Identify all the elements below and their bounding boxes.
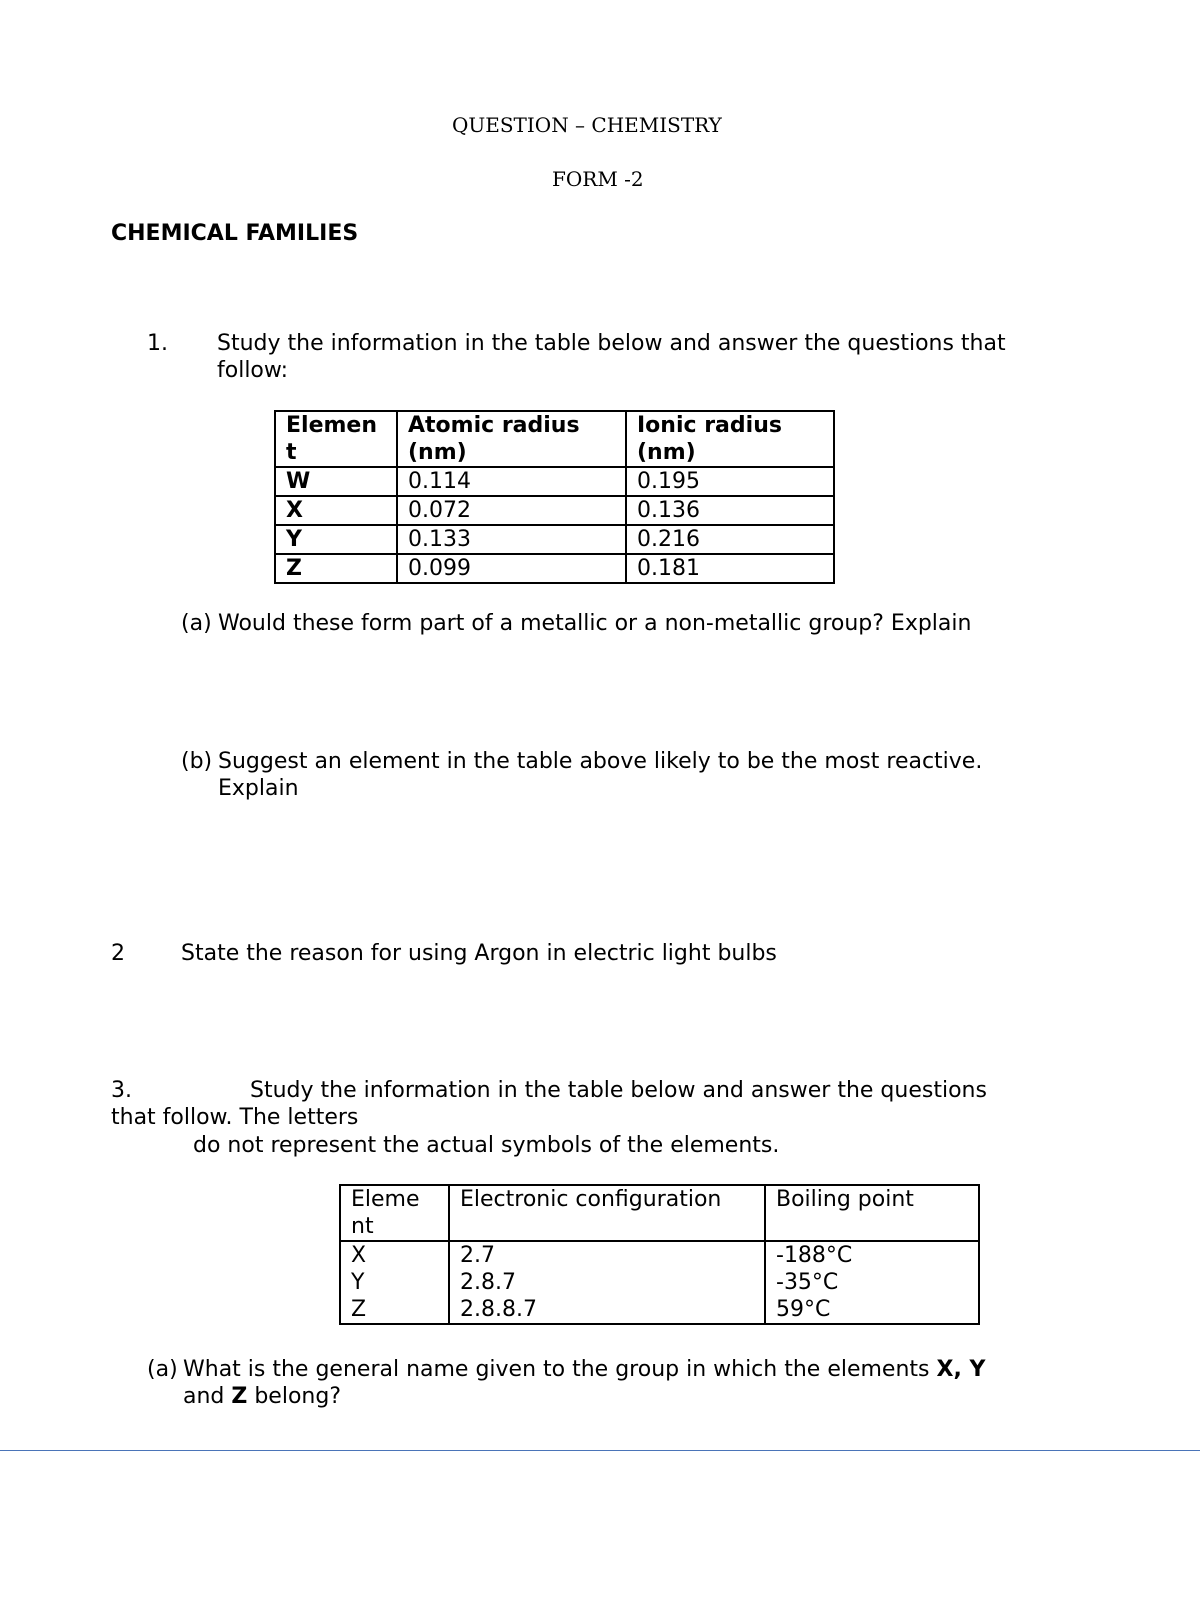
- question-3-text-continued: that follow. The letters: [111, 1105, 359, 1130]
- table-cell: -188°C: [776, 1243, 853, 1268]
- question-2-text: State the reason for using Argon in electric light bulbs: [181, 941, 777, 966]
- table-cell: 59°C: [776, 1297, 831, 1322]
- question-3-number: 3.: [111, 1078, 132, 1103]
- column-header-ionic-radius: [626, 411, 834, 467]
- document-title: QUESTION – CHEMISTRY: [452, 113, 722, 137]
- table-cell: 0.099: [397, 554, 626, 583]
- question-3-text: Study the information in the table below and answer the questions: [250, 1078, 987, 1103]
- table-cell: Z: [351, 1297, 367, 1322]
- question-1-text-continued: follow:: [217, 358, 289, 383]
- q3-part-a-label: (a): [147, 1357, 178, 1382]
- table-cell: 0.195: [626, 467, 834, 496]
- header-text: t: [286, 440, 297, 465]
- header-text: Boiling point: [776, 1187, 914, 1212]
- column-header-atomic-radius: [397, 411, 626, 467]
- table-row: [275, 554, 834, 583]
- configuration-table: [339, 1184, 980, 1325]
- table-cell: 0.133: [397, 525, 626, 554]
- table-cell: 0.072: [397, 496, 626, 525]
- part-b-question-continued: Explain: [218, 776, 299, 801]
- question-1-number: 1.: [147, 331, 168, 356]
- header-text: Ionic radius: [637, 413, 782, 438]
- q3-part-a-text-and: and: [183, 1384, 232, 1409]
- form-label: FORM -2: [552, 167, 644, 191]
- page-break-line: [0, 1450, 1200, 1451]
- column-header-element: [340, 1185, 449, 1241]
- column-header-electronic-configuration: [449, 1185, 765, 1241]
- column-header-element: [275, 411, 397, 467]
- table-header-row: [275, 411, 834, 467]
- table-cell: 0.181: [626, 554, 834, 583]
- table-cell: X: [351, 1243, 367, 1268]
- header-text: Atomic radius: [408, 413, 580, 438]
- table-row: [275, 525, 834, 554]
- header-text: Elemen: [286, 413, 377, 438]
- q3-part-a-question-continued: [183, 1383, 341, 1410]
- header-text: Eleme: [351, 1187, 420, 1212]
- column-header-boiling-point: [765, 1185, 979, 1241]
- table-cell: W: [275, 467, 397, 496]
- table-cell: X: [275, 496, 397, 525]
- table-cell: 2.7: [460, 1243, 495, 1268]
- header-text: (nm): [637, 440, 696, 465]
- table-cell: -35°C: [776, 1270, 839, 1295]
- q3-part-a-text: What is the general name given to the group in which the elements: [183, 1357, 937, 1382]
- header-text: nt: [351, 1214, 374, 1239]
- section-heading: CHEMICAL FAMILIES: [111, 221, 359, 246]
- table-cell: 0.216: [626, 525, 834, 554]
- question-3-text-note: do not represent the actual symbols of the elements.: [193, 1133, 780, 1158]
- table-cell: 2.8.7: [460, 1270, 516, 1295]
- table-cell: 0.136: [626, 496, 834, 525]
- question-1-text: Study the information in the table below and answer the questions that: [217, 331, 1006, 356]
- q3-part-a-text-end: belong?: [247, 1384, 341, 1409]
- part-b-label: (b): [181, 749, 213, 774]
- table-cell: Y: [275, 525, 397, 554]
- header-text: (nm): [408, 440, 467, 465]
- part-a-question: Would these form part of a metallic or a non-metallic group? Explain: [218, 611, 972, 636]
- table-header-row: [340, 1185, 979, 1241]
- table-cell: 0.114: [397, 467, 626, 496]
- q3-part-a-element-z: Z: [231, 1384, 248, 1409]
- q3-part-a-elements: X, Y: [936, 1357, 986, 1382]
- part-b-question: Suggest an element in the table above likely to be the most reactive.: [218, 749, 983, 774]
- table-row: [275, 467, 834, 496]
- part-a-label: (a): [181, 611, 212, 636]
- boiling-point-column: [765, 1241, 979, 1324]
- radius-table: [274, 410, 835, 584]
- header-text: Electronic configuration: [460, 1187, 722, 1212]
- table-row: [275, 496, 834, 525]
- table-cell: Z: [275, 554, 397, 583]
- element-column: [340, 1241, 449, 1324]
- table-cell: Y: [351, 1270, 365, 1295]
- table-cell: 2.8.8.7: [460, 1297, 537, 1322]
- q3-part-a-question: [183, 1356, 985, 1383]
- configuration-column: [449, 1241, 765, 1324]
- table-row: [340, 1241, 979, 1324]
- question-2-number: 2: [111, 941, 125, 966]
